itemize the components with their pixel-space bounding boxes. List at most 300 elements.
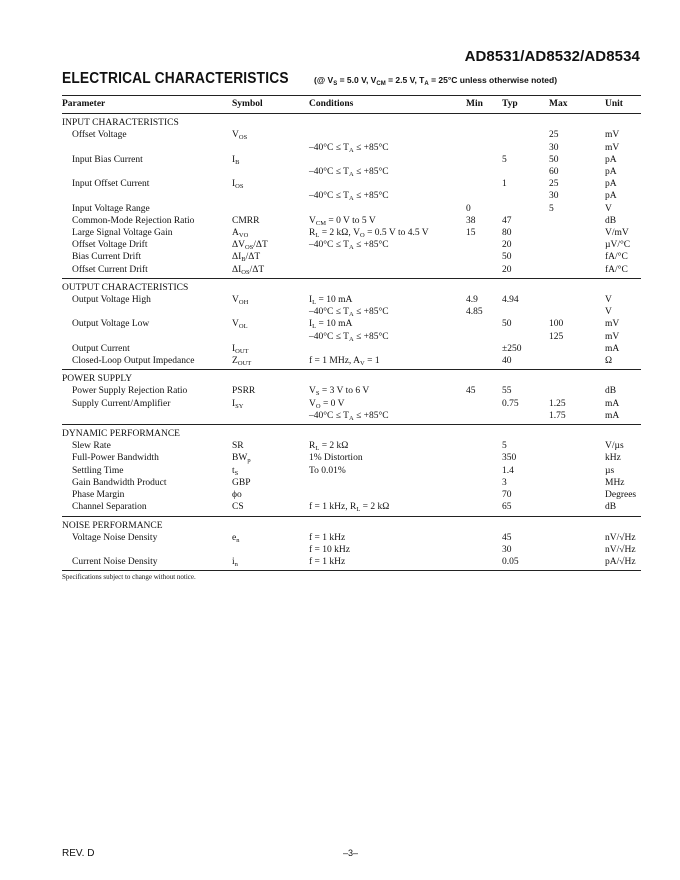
- unit-cell: pA: [605, 154, 617, 165]
- conditions-tail: = 0 V to 5 V: [326, 215, 376, 226]
- param-cell: Input Voltage Range: [72, 203, 150, 214]
- conditions-tail: ≤ +85°C: [353, 331, 389, 342]
- symbol-main: PSRR: [232, 386, 256, 397]
- conditions-tail: = 3 V to 6 V: [319, 386, 370, 397]
- min-cell: [466, 154, 502, 166]
- conditions-main: –40°C ≤ T: [309, 167, 349, 178]
- section-title: POWER SUPPLY: [62, 374, 133, 385]
- conditions-main: f = 10 kHz: [309, 544, 350, 555]
- unit-cell: V/mV: [605, 228, 629, 239]
- param-cell: [62, 410, 232, 425]
- max-cell: [549, 489, 605, 501]
- symbol-cell: [232, 343, 309, 355]
- param-cell: Offset Current Drift: [62, 264, 232, 279]
- min-cell: [466, 465, 502, 477]
- max-cell: [549, 251, 605, 263]
- conditions-tail: = 2 kΩ, V: [319, 228, 360, 239]
- table-row: [62, 477, 641, 489]
- conditions-main: I: [309, 295, 313, 306]
- symbol-cell: [232, 264, 309, 279]
- symbol-main: A: [232, 228, 239, 239]
- conditions-tail: = 2 kΩ: [360, 502, 390, 513]
- header-unit: Unit: [605, 96, 641, 114]
- param-cell: Voltage Noise Density: [72, 532, 158, 543]
- section-header-row: [62, 114, 641, 130]
- param-cell: Output Voltage High: [72, 295, 151, 306]
- typ-cell: [502, 190, 549, 202]
- electrical-characteristics-table: [62, 95, 641, 571]
- symbol-subscript: OL: [238, 323, 248, 331]
- symbol-cell: [232, 489, 309, 501]
- section-title-main: ELECTRICAL CHARACTERISTICS: [62, 70, 289, 87]
- param-cell: Settling Time: [72, 465, 124, 476]
- table-row: [62, 331, 641, 343]
- conditions-tail: = 1: [364, 356, 380, 367]
- symbol-cell: [232, 501, 309, 516]
- symbol-main: SR: [232, 441, 244, 452]
- max-cell: [549, 264, 605, 279]
- unit-cell: MHz: [605, 477, 625, 488]
- conditions-cell: [309, 203, 466, 215]
- unit-cell: mV: [605, 331, 620, 342]
- symbol-cell: [232, 465, 309, 477]
- param-cell: Phase Margin: [72, 490, 125, 501]
- table-row: [62, 489, 641, 501]
- symbol-cell: [232, 166, 309, 178]
- max-cell: 50: [549, 154, 559, 165]
- symbol-main: CS: [232, 502, 244, 513]
- symbol-subscript: OUT: [235, 347, 249, 355]
- symbol-tail: /ΔT: [245, 252, 261, 263]
- typ-cell: 0.05: [502, 556, 549, 571]
- symbol-main: ΔI: [232, 252, 242, 263]
- table-row: [62, 465, 641, 477]
- table-row: [62, 251, 641, 263]
- conditions-subscript: A: [348, 146, 354, 154]
- conditions-tail: = 10 mA: [316, 319, 353, 330]
- unit-cell: dB: [605, 386, 617, 397]
- unit-cell: mV: [605, 130, 620, 141]
- unit-cell: fA/°C: [605, 264, 641, 279]
- conditions-subscript: O: [315, 402, 321, 410]
- param-cell: Common-Mode Rejection Ratio: [72, 215, 195, 226]
- min-cell: [466, 355, 502, 370]
- max-cell: [549, 501, 605, 516]
- min-cell: [466, 166, 502, 178]
- min-cell: [466, 239, 502, 251]
- max-cell: [549, 239, 605, 251]
- symbol-subscript: OUT: [237, 360, 252, 368]
- param-cell: Gain Bandwidth Product: [72, 477, 167, 488]
- conditions-tail: ≤ +85°C: [353, 240, 389, 251]
- table-row: [62, 239, 641, 251]
- symbol-cell: [232, 154, 309, 166]
- typ-cell: ±250: [502, 343, 522, 354]
- symbol-main: BW: [232, 453, 248, 464]
- symbol-cell: [232, 410, 309, 425]
- max-cell: [549, 294, 605, 306]
- param-cell: [62, 544, 232, 556]
- conditions-cell: [309, 264, 466, 279]
- unit-cell: pA/√Hz: [605, 556, 641, 571]
- unit-cell: nV/√Hz: [605, 544, 636, 555]
- symbol-subscript: VO: [238, 232, 249, 240]
- max-cell: [549, 556, 605, 571]
- symbol-subscript: OS: [244, 244, 254, 252]
- symbol-main: i: [232, 557, 235, 568]
- symbol-subscript: B: [235, 158, 240, 166]
- conditions-cell: [309, 398, 466, 410]
- part-numbers-header: AD8531/AD8532/AD8534: [464, 48, 640, 65]
- conditions-main: f = 1 kHz: [309, 557, 346, 568]
- conditions-subscript: L: [315, 232, 320, 240]
- max-cell: [549, 477, 605, 489]
- param-cell: Input Offset Current: [72, 179, 150, 190]
- max-cell: [549, 306, 605, 318]
- unit-cell: kHz: [605, 453, 621, 464]
- symbol-main: ΔV: [232, 240, 245, 251]
- symbol-subscript: OS: [235, 183, 244, 191]
- symbol-cell: [232, 452, 309, 464]
- typ-cell: 1: [502, 179, 507, 190]
- max-cell: [549, 440, 605, 452]
- max-cell: 25: [549, 130, 559, 141]
- typ-cell: 70: [502, 490, 512, 501]
- conditions-subscript: A: [348, 171, 354, 179]
- section-title: INPUT CHARACTERISTICS: [62, 118, 179, 129]
- unit-cell: V: [605, 295, 612, 306]
- symbol-cell: [232, 318, 309, 330]
- page-number: –3–: [343, 848, 359, 858]
- symbol-main: I: [232, 398, 236, 409]
- symbol-cell: [232, 398, 309, 410]
- section-title: DYNAMIC PERFORMANCE: [62, 429, 180, 440]
- conditions-tail: = 10 mA: [316, 295, 353, 306]
- table-row: [62, 294, 641, 306]
- unit-cell: mA: [605, 398, 620, 409]
- symbol-cell: [232, 306, 309, 318]
- header-symbol: Symbol: [232, 96, 309, 114]
- param-cell: [62, 190, 232, 202]
- min-cell: 4.85: [466, 307, 483, 318]
- typ-cell: 55: [502, 386, 512, 397]
- conditions-cell: [309, 142, 466, 154]
- conditions-tail: ≤ +85°C: [353, 307, 389, 318]
- conditions-cell: [309, 477, 466, 489]
- conditions-subscript: A: [348, 195, 354, 203]
- typ-cell: [502, 410, 549, 425]
- conditions-cell: [309, 385, 466, 397]
- param-cell: Offset Voltage Drift: [72, 240, 148, 251]
- typ-cell: 80: [502, 228, 512, 239]
- conditions-main: –40°C ≤ T: [309, 331, 349, 342]
- conditions-cell: [309, 239, 466, 251]
- unit-cell: Ω: [605, 355, 641, 370]
- unit-cell: µV/°C: [605, 240, 631, 251]
- conditions-tail: = 0.5 V to 4.5 V: [364, 228, 429, 239]
- param-cell: [62, 306, 232, 318]
- max-cell: [549, 465, 605, 477]
- min-cell: [466, 532, 502, 544]
- symbol-cell: [232, 544, 309, 556]
- min-cell: 38: [466, 215, 476, 226]
- min-cell: [466, 142, 502, 154]
- param-cell: Slew Rate: [72, 441, 111, 452]
- typ-cell: 1.4: [502, 465, 514, 476]
- param-cell: Supply Current/Amplifier: [72, 398, 171, 409]
- conditions-cell: [309, 501, 466, 516]
- symbol-cell: [232, 190, 309, 202]
- symbol-tail: /ΔT: [249, 264, 265, 275]
- conditions-subscript: A: [348, 244, 354, 252]
- conditions-subscript: L: [356, 506, 361, 514]
- unit-cell: mA: [605, 343, 620, 354]
- unit-cell: V: [605, 203, 612, 214]
- param-cell: Bias Current Drift: [72, 252, 142, 263]
- conditions-main: f = 1 MHz, A: [309, 356, 361, 367]
- conditions-main: V: [309, 386, 316, 397]
- conditions-cell: [309, 154, 466, 166]
- typ-cell: 65: [502, 501, 549, 516]
- symbol-subscript: OS: [241, 268, 250, 276]
- table-row: [62, 501, 641, 516]
- param-cell: [62, 331, 232, 343]
- conditions-main: –40°C ≤ T: [309, 240, 349, 251]
- min-cell: [466, 398, 502, 410]
- conditions-cell: [309, 532, 466, 544]
- unit-cell: mA: [605, 410, 641, 425]
- param-cell: Closed-Loop Output Impedance: [62, 355, 232, 370]
- section-header-row: [62, 516, 641, 532]
- conditions-cell: [309, 306, 466, 318]
- conditions-cell: [309, 410, 466, 425]
- table-row: [62, 306, 641, 318]
- param-cell: Input Bias Current: [72, 154, 143, 165]
- section-title: OUTPUT CHARACTERISTICS: [62, 282, 189, 293]
- conditions-main: –40°C ≤ T: [309, 307, 349, 318]
- conditions-main: 1% Distortion: [309, 453, 363, 464]
- conditions-cell: [309, 227, 466, 239]
- unit-cell: pA: [605, 179, 617, 190]
- min-cell: [466, 343, 502, 355]
- typ-cell: 50: [502, 252, 512, 263]
- footnote: Specifications subject to change without notice.: [62, 573, 196, 581]
- table-row: [62, 264, 641, 279]
- section-title: NOISE PERFORMANCE: [62, 520, 163, 531]
- min-cell: [466, 544, 502, 556]
- conditions-cell: [309, 178, 466, 190]
- max-cell: 60: [549, 167, 559, 178]
- conditions-main: V: [309, 215, 316, 226]
- param-cell: Full-Power Bandwidth: [72, 453, 159, 464]
- conditions-cell: [309, 318, 466, 330]
- symbol-subscript: n: [236, 536, 240, 544]
- max-cell: [549, 385, 605, 397]
- max-cell: [549, 355, 605, 370]
- section-title: [62, 70, 557, 88]
- min-cell: [466, 440, 502, 452]
- conditions-cell: [309, 215, 466, 227]
- section-header-row: [62, 278, 641, 294]
- param-cell: [62, 142, 232, 154]
- table-row: [62, 544, 641, 556]
- conditions-subscript: O: [359, 232, 365, 240]
- conditions-cell: [309, 452, 466, 464]
- max-cell: 5: [549, 203, 554, 214]
- max-cell: [549, 452, 605, 464]
- conditions-cell: [309, 544, 466, 556]
- table-row: [62, 142, 641, 154]
- symbol-cell: [232, 355, 309, 370]
- conditions-cell: [309, 166, 466, 178]
- section-title-conditions: (@ $V_S = 5.0$ V, $V_{CM} = 2.5$ V, $T_A = 25^\circ C$ unless otherwise noted): [314, 75, 558, 87]
- header-typ: Typ: [502, 96, 549, 114]
- table-row: [62, 190, 641, 202]
- conditions-main: f = 1 kHz: [309, 532, 346, 543]
- max-cell: 30: [549, 142, 559, 153]
- symbol-main: V: [232, 130, 239, 141]
- symbol-subscript: B: [241, 256, 246, 264]
- typ-cell: 47: [502, 215, 512, 226]
- param-cell: Large Signal Voltage Gain: [72, 228, 173, 239]
- conditions-subscript: A: [348, 335, 354, 343]
- conditions-tail: ≤ +85°C: [353, 410, 389, 421]
- param-cell: [62, 166, 232, 178]
- section-header-row: [62, 370, 641, 386]
- param-cell: Offset Voltage: [72, 130, 127, 141]
- min-cell: [466, 251, 502, 263]
- symbol-main: t: [232, 465, 235, 476]
- unit-cell: fA/°C: [605, 252, 628, 263]
- unit-cell: nV/√Hz: [605, 532, 636, 543]
- table-row: [62, 532, 641, 544]
- table-row: [62, 215, 641, 227]
- table-row: [62, 355, 641, 370]
- table-row: [62, 129, 641, 141]
- symbol-cell: [232, 532, 309, 544]
- symbol-cell: [232, 294, 309, 306]
- conditions-subscript: L: [312, 323, 317, 331]
- table-row: [62, 343, 641, 355]
- section-header-row: [62, 425, 641, 441]
- max-cell: 1.25: [549, 398, 566, 409]
- param-cell: Power Supply Rejection Ratio: [72, 386, 188, 397]
- conditions-subscript: L: [315, 445, 320, 453]
- unit-cell: µs: [605, 465, 615, 476]
- typ-cell: 45: [502, 532, 512, 543]
- symbol-main: I: [232, 343, 236, 354]
- conditions-subscript: A: [348, 414, 354, 422]
- symbol-subscript: OH: [238, 299, 249, 307]
- conditions-main: R: [309, 228, 316, 239]
- table-row: [62, 440, 641, 452]
- symbol-cell: [232, 440, 309, 452]
- min-cell: [466, 410, 502, 425]
- table-row: [62, 398, 641, 410]
- symbol-cell: [232, 178, 309, 190]
- typ-cell: [502, 129, 549, 141]
- typ-cell: [502, 142, 549, 154]
- symbol-main: CMRR: [232, 215, 260, 226]
- typ-cell: 40: [502, 355, 549, 370]
- min-cell: 15: [466, 228, 476, 239]
- conditions-cell: [309, 355, 466, 370]
- table-row: [62, 410, 641, 425]
- param-cell: Channel Separation: [62, 501, 232, 516]
- symbol-cell: [232, 142, 309, 154]
- min-cell: [466, 264, 502, 279]
- max-cell: 25: [549, 179, 559, 190]
- max-cell: 100: [549, 319, 564, 330]
- typ-cell: 0.75: [502, 398, 519, 409]
- symbol-main: e: [232, 532, 237, 543]
- param-cell: Current Noise Density: [62, 556, 232, 571]
- conditions-cell: [309, 331, 466, 343]
- typ-cell: 3: [502, 477, 507, 488]
- conditions-cell: [309, 440, 466, 452]
- conditions-main: R: [309, 441, 316, 452]
- min-cell: [466, 477, 502, 489]
- conditions-tail: ≤ +85°C: [353, 167, 389, 178]
- conditions-main: –40°C ≤ T: [309, 142, 349, 153]
- table-row: [62, 203, 641, 215]
- min-cell: 4.9: [466, 295, 478, 306]
- unit-cell: V: [605, 307, 612, 318]
- typ-cell: [502, 166, 549, 178]
- symbol-main: V: [232, 295, 239, 306]
- conditions-subscript: L: [312, 299, 317, 307]
- unit-cell: pA: [605, 167, 617, 178]
- symbol-cell: [232, 477, 309, 489]
- symbol-main: Z: [232, 356, 238, 367]
- table-row: [62, 452, 641, 464]
- min-cell: [466, 178, 502, 190]
- table-row: [62, 154, 641, 166]
- conditions-subscript: S: [315, 390, 320, 398]
- typ-cell: [502, 331, 549, 343]
- table-row: [62, 178, 641, 190]
- typ-cell: 5: [502, 154, 507, 165]
- typ-cell: 30: [502, 544, 512, 555]
- table-body: [62, 114, 641, 571]
- table-row: [62, 318, 641, 330]
- symbol-subscript: p: [247, 457, 251, 465]
- table-row: [62, 385, 641, 397]
- conditions-tail: ≤ +85°C: [353, 191, 389, 202]
- symbol-main: ΔI: [232, 264, 242, 275]
- conditions-subscript: CM: [315, 219, 326, 227]
- symbol-cell: [232, 331, 309, 343]
- conditions-cell: [309, 556, 466, 571]
- symbol-cell: [232, 239, 309, 251]
- param-cell: Output Current: [72, 343, 130, 354]
- conditions-subscript: V: [360, 360, 365, 368]
- min-cell: [466, 501, 502, 516]
- conditions-cell: [309, 465, 466, 477]
- revision-label: REV. D: [62, 848, 95, 859]
- symbol-subscript: n: [234, 561, 238, 569]
- max-cell: [549, 532, 605, 544]
- min-cell: 45: [466, 386, 476, 397]
- symbol-main: I: [232, 179, 236, 190]
- param-cell: Output Voltage Low: [72, 319, 150, 330]
- unit-cell: dB: [605, 215, 617, 226]
- conditions-subscript: A: [348, 311, 354, 319]
- header-min: Min: [466, 96, 502, 114]
- min-cell: 0: [466, 203, 471, 214]
- symbol-main: GBP: [232, 477, 251, 488]
- max-cell: [549, 343, 605, 355]
